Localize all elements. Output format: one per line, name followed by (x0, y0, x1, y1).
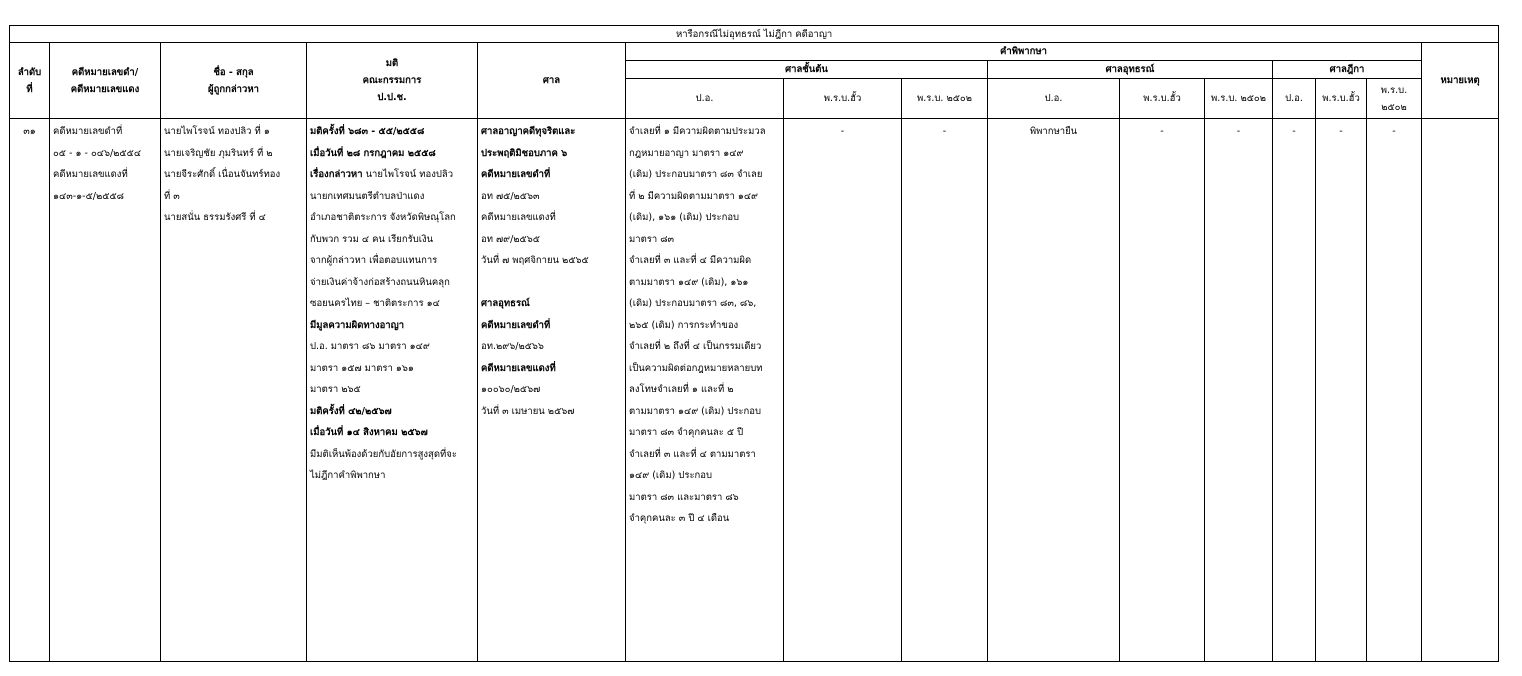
table-title: หารือกรณีไม่อุทธรณ์ ไม่ฎีกา คดีอาญา (10, 26, 1499, 43)
header-case-number: คดีหมายเลขดำ/ คดีหมายเลขแดง (50, 43, 161, 119)
accused-names-cell: นายไพโรจน์ ทองปลิว ที่ ๑ นายเจริญชัย ภุมรินทร์ ที่ ๒ นายจีระศักดิ์ เนื่อนจันทร์ทอง ที่ ๓ นายสนั่น ธรรมรังศรี ที่ ๔ (161, 119, 307, 662)
appeal-act-cell: - (1120, 119, 1205, 662)
header-court: ศาล (478, 43, 626, 119)
row-number: ๓๑ (10, 119, 50, 662)
court-cell: ศาลอาญาคดีทุจริตและ ประพฤติมิชอบภาค ๖ คดีหมายเลขดำที่ อท ๗๕/๒๕๖๓ คดีหมายเลขแดงที่ อท ๗๙/๒๕๖๕ วันที่ ๗ พฤศจิกายน ๒๕๖๕ ศาลอุทธรณ์ คดีหมายเลขดำที่ อท.๒๙๖/๒๕๖๖ คดีหมายเลขแดงที่ ๑๐๐๖๐/๒๕๖๗ วันที่ ๓ เมษายน ๒๕๖๗ (478, 119, 626, 662)
header-supreme-act-2502: พ.ร.บ. ๒๕๐๒ (1367, 79, 1422, 119)
supreme-criminal-cell: - (1273, 119, 1316, 662)
header-judgment: คำพิพากษา (626, 43, 1422, 61)
first-instance-act-2502-cell: - (902, 119, 988, 662)
header-appeal-criminal-code: ป.อ. (988, 79, 1120, 119)
remark-cell (1422, 119, 1499, 662)
header-accused-name: ชื่อ - สกุล ผู้ถูกกล่าวหา (161, 43, 307, 119)
first-instance-criminal-cell: จำเลยที่ ๑ มีความผิดตามประมวล กฎหมายอาญา มาตรา ๑๔๙ (เดิม) ประกอบมาตรา ๘๓ จำเลย ที่ ๒ มีความผิดตามมาตรา ๑๔๙ (เดิม), ๑๖๑ (เดิม) ประกอบ มาตรา ๘๓ จำเลยที่ ๓ และที่ ๔ มีความผิด ตามมาตรา ๑๔๙ (เดิม), ๑๖๑ (เดิม) ประกอบมาตรา ๘๓, ๘๖, ๒๖๕ (เดิม) การกระทำของ จำเลยที่ ๒ ถึงที่ ๔ เป็นกรรมเดียว เป็นความผิดต่อกฎหมายหลายบท ลงโทษจำเลยที่ ๑ และที่ ๒ ตามมาตรา ๑๔๙ (เดิม) ประกอบ มาตรา ๘๓ จำคุกคนละ ๕ ปี จำเลยที่ ๓ และที่ ๔ ตามมาตรา ๑๔๙ (เดิม) ประกอบ มาตรา ๘๓ และมาตรา ๘๖ จำคุกคนละ ๓ ปี ๔ เดือน (626, 119, 784, 662)
header-remark: หมายเหตุ (1422, 43, 1499, 119)
header-resolution: มติ คณะกรรมการ ป.ป.ช. (307, 43, 478, 119)
header-first-act: พ.ร.บ.ฮั้ว (784, 79, 902, 119)
supreme-act-2502-cell: - (1367, 119, 1422, 662)
header-first-act-2502: พ.ร.บ. ๒๕๐๒ (902, 79, 988, 119)
table-row (10, 119, 1499, 662)
appeal-criminal-cell: พิพากษายืน (988, 119, 1120, 662)
header-supreme-act: พ.ร.บ.ฮั้ว (1316, 79, 1367, 119)
supreme-act-cell: - (1316, 119, 1367, 662)
header-first-criminal-code: ป.อ. (626, 79, 784, 119)
header-appeal-act: พ.ร.บ.ฮั้ว (1120, 79, 1205, 119)
header-supreme: ศาลฎีกา (1273, 61, 1422, 79)
case-table (9, 25, 1499, 662)
appeal-act-2502-cell: - (1205, 119, 1273, 662)
resolution-cell: มติครั้งที่ ๖๘๓ - ๕๕/๒๕๕๘ เมื่อวันที่ ๒๘ กรกฎาคม ๒๕๕๘ เรื่องกล่าวหา นายไพโรจน์ ทองปลิว นายกเทศมนตรีตำบลป่าแดง อำเภอชาติตระการ จังหวัดพิษณุโลก กับพวก รวม ๔ คน เรียกรับเงิน จากผู้กล่าวหา เพื่อตอบแทนการ จ่ายเงินค่าจ้างก่อสร้างถนนหินคลุก ซอยนครไทย – ชาติตระการ ๑๔ มีมูลความผิดทางอาญา ป.อ. มาตรา ๘๖ มาตรา ๑๔๙ มาตรา ๑๕๗ มาตรา ๑๖๑ มาตรา ๒๖๕ มติครั้งที่ ๔๒/๒๕๖๗ เมื่อวันที่ ๑๔ สิงหาคม ๒๕๖๗ มีมติเห็นพ้องด้วยกับอัยการสูงสุดที่จะ ไม่ฎีกาคำพิพากษา (307, 119, 478, 662)
header-supreme-criminal-code: ป.อ. (1273, 79, 1316, 119)
header-first-instance: ศาลชั้นต้น (626, 61, 988, 79)
header-no: ลำดับ ที่ (10, 43, 50, 119)
case-numbers-cell: คดีหมายเลขดำที่ ๐๕ - ๑ - ๐๔๖/๒๕๕๔ คดีหมายเลขแดงที่ ๑๔๓-๑-๕/๒๕๕๘ (50, 119, 161, 662)
header-appeal-act-2502: พ.ร.บ. ๒๕๐๒ (1205, 79, 1273, 119)
first-instance-act-cell: - (784, 119, 902, 662)
header-appeal: ศาลอุทธรณ์ (988, 61, 1273, 79)
